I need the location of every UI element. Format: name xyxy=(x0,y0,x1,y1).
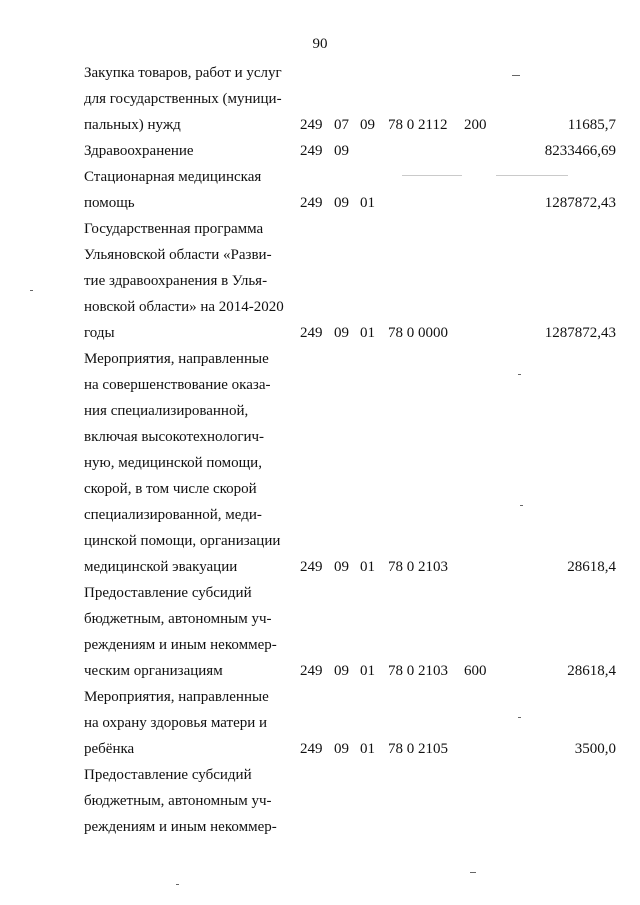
table-row xyxy=(0,684,640,762)
gr-code: 249 xyxy=(300,195,323,211)
row-name-line: помощь xyxy=(84,195,135,211)
table-row xyxy=(0,580,640,684)
section-code: 09 xyxy=(334,663,349,679)
section-code: 09 xyxy=(334,195,349,211)
amount: 3500,0 xyxy=(574,741,616,757)
row-name xyxy=(84,346,288,580)
vr-code: 200 xyxy=(464,117,487,133)
scan-speck xyxy=(402,175,462,176)
vr-code: 600 xyxy=(464,663,487,679)
subsection-code: 01 xyxy=(360,195,375,211)
csr-code: 78 0 2103 xyxy=(388,559,448,575)
row-name xyxy=(84,164,288,216)
amount: 1287872,43 xyxy=(544,195,616,211)
csr-code: 78 0 2112 xyxy=(388,117,448,133)
table-row xyxy=(0,138,640,164)
row-name-line: Мероприятия, направленные xyxy=(84,689,269,705)
row-name-line: новской области» на 2014-2020 xyxy=(84,299,284,315)
row-name-line: годы xyxy=(84,325,115,341)
row-name xyxy=(84,580,288,684)
row-name-line: Мероприятия, направленные xyxy=(84,351,269,367)
table-row xyxy=(0,164,640,216)
scan-speck xyxy=(518,374,521,375)
row-name-line: Предоставление субсидий xyxy=(84,585,252,601)
row-name-line: цинской помощи, организации xyxy=(84,533,281,549)
amount: 1287872,43 xyxy=(544,325,616,341)
scan-speck xyxy=(520,505,523,506)
table-row xyxy=(0,346,640,580)
subsection-code: 01 xyxy=(360,559,375,575)
row-name-line: для государственных (муници- xyxy=(84,91,282,107)
csr-code: 78 0 0000 xyxy=(388,325,448,341)
subsection-code: 01 xyxy=(360,663,375,679)
csr-code: 78 0 2103 xyxy=(388,663,448,679)
section-code: 09 xyxy=(334,741,349,757)
row-name-line: на охрану здоровья матери и xyxy=(84,715,268,731)
gr-code: 249 xyxy=(300,325,323,341)
row-name-line: на совершенствование оказа- xyxy=(84,377,271,393)
row-name-line: Здравоохранение xyxy=(84,143,194,159)
gr-code: 249 xyxy=(300,117,323,133)
row-name-line: ния специализированной, xyxy=(84,403,249,419)
row-name-line: пальных) нужд xyxy=(84,117,181,133)
page-number: 90 xyxy=(312,36,328,52)
row-name xyxy=(84,138,288,164)
section-code: 09 xyxy=(334,559,349,575)
row-name-line: скорой, в том числе скорой xyxy=(84,481,257,497)
budget-table xyxy=(0,60,640,840)
row-name-line: Предоставление субсидий xyxy=(84,767,252,783)
scan-speck xyxy=(30,290,33,291)
section-code: 09 xyxy=(334,143,349,159)
row-name-line: ческим организациям xyxy=(84,663,223,679)
row-name xyxy=(84,762,288,840)
row-name-line: тие здравоохранения в Улья- xyxy=(84,273,268,289)
amount: 11685,7 xyxy=(567,117,616,133)
table-row xyxy=(0,60,640,138)
table-row xyxy=(0,216,640,346)
amount: 28618,4 xyxy=(567,663,616,679)
amount: 8233466,69 xyxy=(544,143,616,159)
subsection-code: 01 xyxy=(360,325,375,341)
row-name-line: медицинской эвакуации xyxy=(84,559,238,575)
scan-speck xyxy=(518,717,521,718)
gr-code: 249 xyxy=(300,559,323,575)
gr-code: 249 xyxy=(300,143,323,159)
row-name-line: Государственная программа xyxy=(84,221,264,237)
row-name-line: Стационарная медицинская xyxy=(84,169,262,185)
gr-code: 249 xyxy=(300,741,323,757)
gr-code: 249 xyxy=(300,663,323,679)
row-name xyxy=(84,60,288,138)
row-name-line: специализированной, меди- xyxy=(84,507,262,523)
row-name xyxy=(84,684,288,762)
row-name-line: включая высокотехнологич- xyxy=(84,429,265,445)
row-name-line: бюджетным, автономным уч- xyxy=(84,793,272,809)
row-name-line: бюджетным, автономным уч- xyxy=(84,611,272,627)
subsection-code: 01 xyxy=(360,741,375,757)
row-name-line: ребёнка xyxy=(84,741,135,757)
table-row xyxy=(0,762,640,840)
row-name-line: Ульяновской области «Разви- xyxy=(84,247,272,263)
row-name xyxy=(84,216,288,346)
section-code: 09 xyxy=(334,325,349,341)
scan-speck xyxy=(496,175,568,176)
scan-speck xyxy=(512,75,520,76)
scan-speck xyxy=(470,872,476,873)
subsection-code: 09 xyxy=(360,117,375,133)
row-name-line: ную, медицинской помощи, xyxy=(84,455,262,471)
row-name-line: реждениям и иным некоммер- xyxy=(84,819,277,835)
scan-speck xyxy=(176,884,179,885)
csr-code: 78 0 2105 xyxy=(388,741,448,757)
row-name-line: реждениям и иным некоммер- xyxy=(84,637,277,653)
section-code: 07 xyxy=(334,117,349,133)
row-name-line: Закупка товаров, работ и услуг xyxy=(84,65,282,81)
amount: 28618,4 xyxy=(567,559,616,575)
